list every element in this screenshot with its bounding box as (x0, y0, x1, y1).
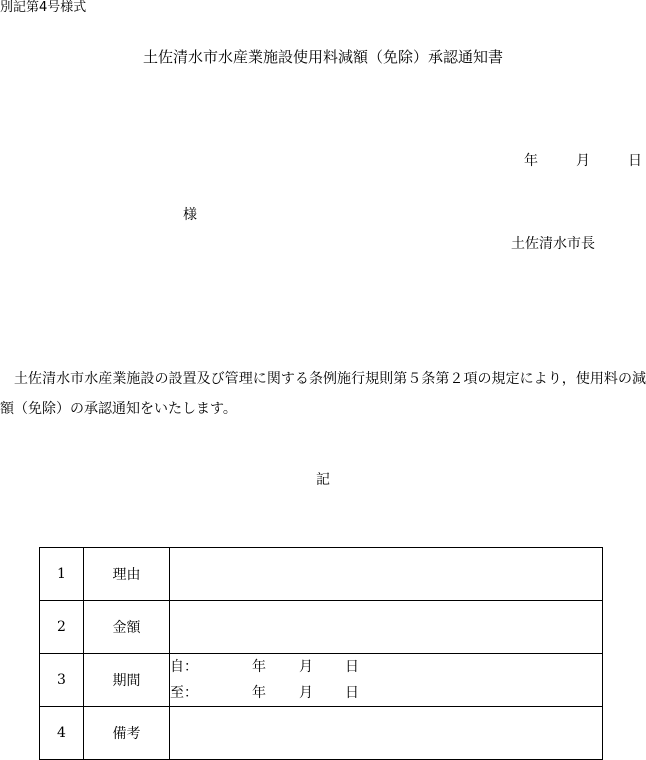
row-label-amount: 金額 (84, 601, 170, 654)
period-from-month: 月 (299, 659, 313, 675)
table-row (40, 654, 603, 707)
date-year-label: 年 (524, 153, 538, 169)
period-from-label: 自： (170, 659, 198, 675)
period-to-year: 年 (252, 685, 266, 701)
form-number: 別記第4号様式 (0, 0, 87, 15)
reason-value-cell (170, 548, 603, 601)
ki-heading: 記 (316, 472, 330, 488)
table-row (40, 548, 603, 601)
issuer-name: 土佐清水市長 (511, 236, 595, 252)
row-number: 2 (40, 601, 84, 654)
period-to-line (170, 680, 602, 706)
row-label-remarks: 備考 (84, 707, 170, 760)
addressee-suffix: 様 (183, 207, 197, 223)
date-day-label: 日 (628, 153, 642, 169)
period-to-month: 月 (299, 685, 313, 701)
row-number: 1 (40, 548, 84, 601)
date-month-label: 月 (576, 153, 590, 169)
period-value-cell (170, 654, 603, 707)
period-to-label: 至： (170, 685, 198, 701)
row-label-period: 期間 (84, 654, 170, 707)
period-from-year: 年 (252, 659, 266, 675)
remarks-value-cell (170, 707, 603, 760)
table-row (40, 707, 603, 760)
period-from-line (170, 654, 602, 680)
row-number: 3 (40, 654, 84, 707)
body-paragraph: 土佐清水市水産業施設の設置及び管理に関する条例施行規則第５条第２項の規定により，使用料の減額（免除）の承認通知をいたします。 (0, 371, 646, 417)
details-table (39, 547, 603, 760)
issue-date (524, 152, 642, 170)
document-title: 土佐清水市水産業施設使用料減額（免除）承認通知書 (142, 48, 503, 66)
amount-value-cell (170, 601, 603, 654)
row-label-reason: 理由 (84, 548, 170, 601)
row-number: 4 (40, 707, 84, 760)
table-row (40, 601, 603, 654)
period-from-day: 日 (345, 659, 359, 675)
period-to-day: 日 (345, 685, 359, 701)
